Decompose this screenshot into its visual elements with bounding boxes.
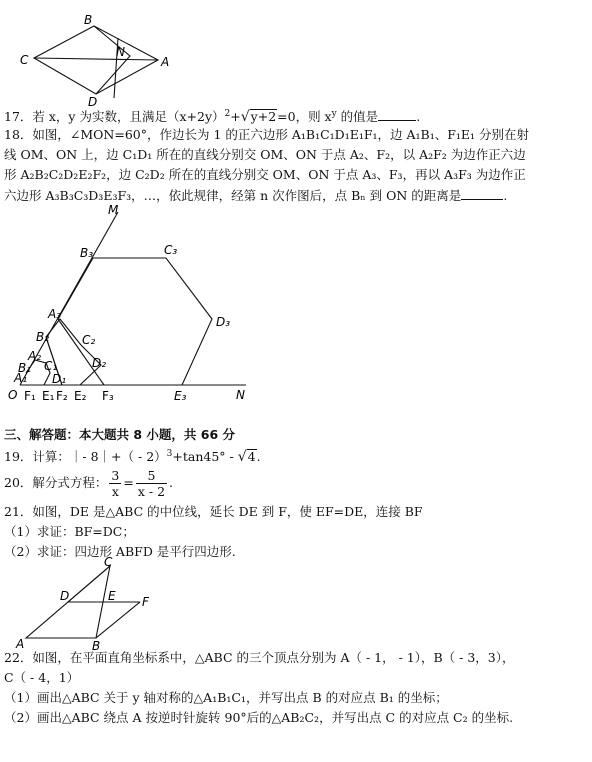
question-18-line1: 18．如图，∠MON=60°，作边长为 1 的正六边形 A₁B₁C₁D₁E₁F₁，边 A₁B₁、F₁E₁ 分别在射: [4, 127, 530, 142]
question-21-line1: 21．如图，DE 是△ABC 的中位线，延长 DE 到 F，使 EF=DE，连接 BF: [4, 504, 423, 519]
question-18-line3: 形 A₂B₂C₂D₂E₂F₂，边 C₂D₂ 所在的直线分别交 OM、ON 于点 A₃、F₃，再以 A₃F₃ 为边作正: [4, 167, 526, 182]
label-N-hex: N: [236, 388, 245, 402]
label-D3: D₃: [216, 315, 231, 329]
question-19: 19．计算：｜- 8｜+（ - 2）$^3$+tan45° - √4.: [4, 449, 261, 466]
label-A3: A₃: [48, 307, 62, 321]
question-22-line4: （2）画出△ABC 绕点 A 按逆时针旋转 90°后的△AB₂C₂，并写出点 C 的对应点 C₂ 的坐标.: [4, 710, 514, 725]
label-M: M: [108, 203, 119, 217]
question-22-line1: 22．如图，在平面直角坐标系中，△ABC 的三个顶点分别为 A（ - 1， - 1），B（ - 3，3），: [4, 650, 515, 665]
label-E2: E₂: [74, 389, 87, 403]
segment-bf: [96, 602, 140, 638]
label-D-tri: D: [60, 589, 70, 603]
label-E3: E₃: [174, 389, 187, 403]
label-B1: B₁: [18, 361, 32, 375]
radical-y-plus-2: y+2: [250, 109, 277, 125]
label-E1: E₁: [42, 389, 55, 403]
label-A-tri: A: [16, 637, 25, 650]
figure-triangle: [14, 554, 164, 650]
fraction-3-over-x: $\frac{3}{x}$: [111, 468, 120, 499]
diagonal-ca: [34, 58, 158, 60]
question-18-line4: 六边形 A₃B₃C₃D₃E₃F₃，…，依此规律，经第 n 次作图后，点 Bₙ 到 ON 的距离是 .: [4, 188, 508, 203]
label-F2: F₂: [56, 389, 68, 403]
label-F1: F₁: [24, 389, 36, 403]
label-B-tri: B: [92, 639, 101, 650]
label-N: N: [116, 45, 125, 59]
radical-4: 4: [247, 449, 256, 465]
label-D1: D₁: [52, 372, 67, 386]
label-F-tri: F: [142, 595, 149, 609]
section-heading-3: 三、解答题：本大题共 8 小题，共 66 分: [4, 427, 236, 442]
answer-blank-18: [461, 187, 503, 200]
label-A2: A₂: [28, 349, 42, 363]
answer-blank-17: [378, 108, 416, 121]
figure-hexagons: [4, 202, 254, 404]
question-22-line2: C（ - 4，1）: [4, 670, 80, 685]
label-C2: C₂: [82, 333, 96, 347]
fraction-5-over-x-minus-2: $\frac{5}{x - 2}$: [137, 468, 166, 499]
label-O: O: [8, 388, 18, 402]
label-B2: B₂: [36, 330, 50, 344]
question-21-line2: （1）求证：BF=DC；: [4, 524, 135, 539]
label-C-tri: C: [104, 555, 113, 569]
question-18-line2: 线 OM、ON 上，边 C₁D₁ 所在的直线分别交 OM、ON 于点 A₂、F₂，以 A₂F₂ 为边作正六边: [4, 147, 526, 162]
question-20: 20．解分式方程： $\frac{3}{x}$ = $\frac{5}{x - 2}$ .: [4, 468, 174, 499]
question-22-line3: （1）画出△ABC 关于 y 轴对称的△A₁B₁C₁，并写出点 B 的对应点 B₁ 的坐标；: [4, 690, 448, 705]
label-C3: C₃: [164, 243, 178, 257]
label-C: C: [20, 53, 29, 67]
label-E-tri: E: [108, 589, 116, 603]
question-21-line3: （2）求证：四边形 ABFD 是平行四边形.: [4, 544, 236, 559]
label-A1: A₁: [14, 371, 28, 385]
label-D: D: [88, 95, 98, 106]
figure-rhombus: [18, 10, 178, 106]
question-17: 17．若 x，y 为实数，且满足$(x+2y)^2+√y+2=0$，则 $x^y$ 的值是 .: [4, 109, 421, 126]
label-C1: C₁: [44, 359, 58, 373]
label-A: A: [161, 55, 170, 69]
label-B3: B₃: [80, 246, 94, 260]
label-B: B: [84, 13, 93, 27]
label-F3: F₃: [102, 389, 114, 403]
label-D2: D₂: [92, 356, 107, 370]
